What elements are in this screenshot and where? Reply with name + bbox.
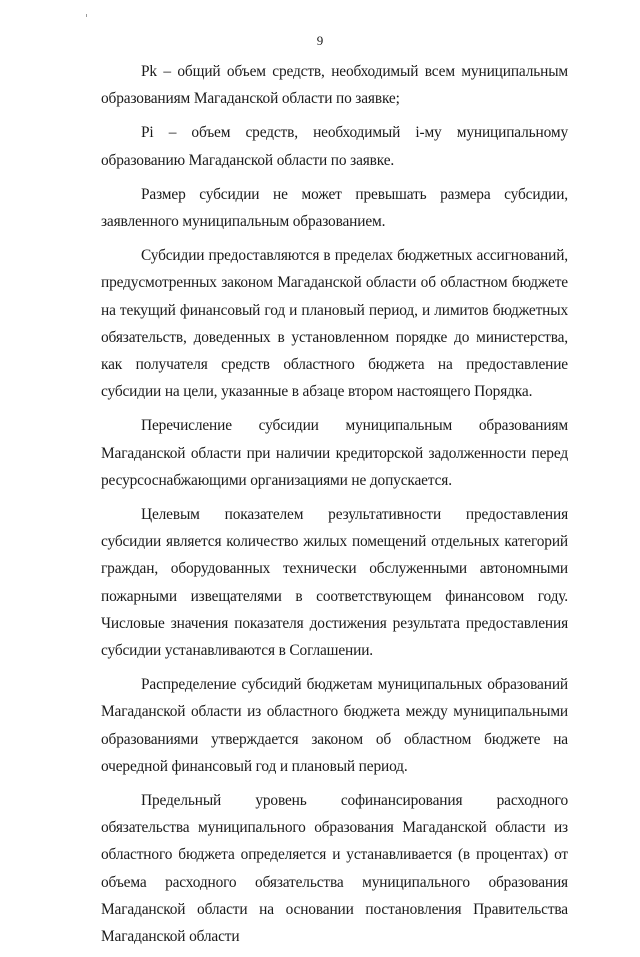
- paragraph-budget-allocations: Субсидии предоставляются в пределах бюджетных ассигнований, предусмотренных законом Магаданской области об областном бюджете на текущий финансовый год и плановый период, и лимитов бюджетных обязательств, доведенных в установленном порядке до министерства, как получателя средств областного бюджета на предоставление субсидии на цели, указанные в абзаце втором настоящего Порядка.: [101, 247, 568, 401]
- paragraph-transfer-restriction: Перечисление субсидии муниципальным образованиям Магаданской области при наличии кредиторской задолженности перед ресурсоснабжающими организациями не допускается.: [101, 417, 568, 489]
- paragraph-cofinancing-level: Предельный уровень софинансирования расходного обязательства муниципального образования Магаданской области из областного бюджета определяется и устанавливается (в процентах) от объема расходного обязательства муниципального образования Магаданской области на основании постановления Правительства Магаданской области: [101, 792, 568, 946]
- scan-mark: [86, 14, 87, 17]
- document-body: [101, 58, 568, 957]
- paragraph-pk-definition: Pk – общий объем средств, необходимый всем муниципальным образованиям Магаданской области по заявке;: [101, 63, 568, 108]
- paragraph-distribution: Распределение субсидий бюджетам муниципальных образований Магаданской области из областного бюджета между муниципальными образованиями утверждается законом об областном бюджете на очередной финансовый год и плановый период.: [101, 676, 568, 775]
- paragraph-pi-definition: Pi – объем средств, необходимый i-му муниципальному образованию Магаданской области по заявке.: [101, 124, 568, 169]
- page-number: 9: [316, 33, 324, 48]
- paragraph-target-indicator: Целевым показателем результативности предоставления субсидии является количество жилых помещений отдельных категорий граждан, оборудованных технически обслуженными автономными пожарными извещателями в соответствующем финансовом году. Числовые значения показателя достижения результата предоставления субсидии устанавливаются в Соглашении.: [101, 506, 568, 660]
- paragraph-subsidy-limit: Размер субсидии не может превышать размера субсидии, заявленного муниципальным образованием.: [101, 185, 568, 231]
